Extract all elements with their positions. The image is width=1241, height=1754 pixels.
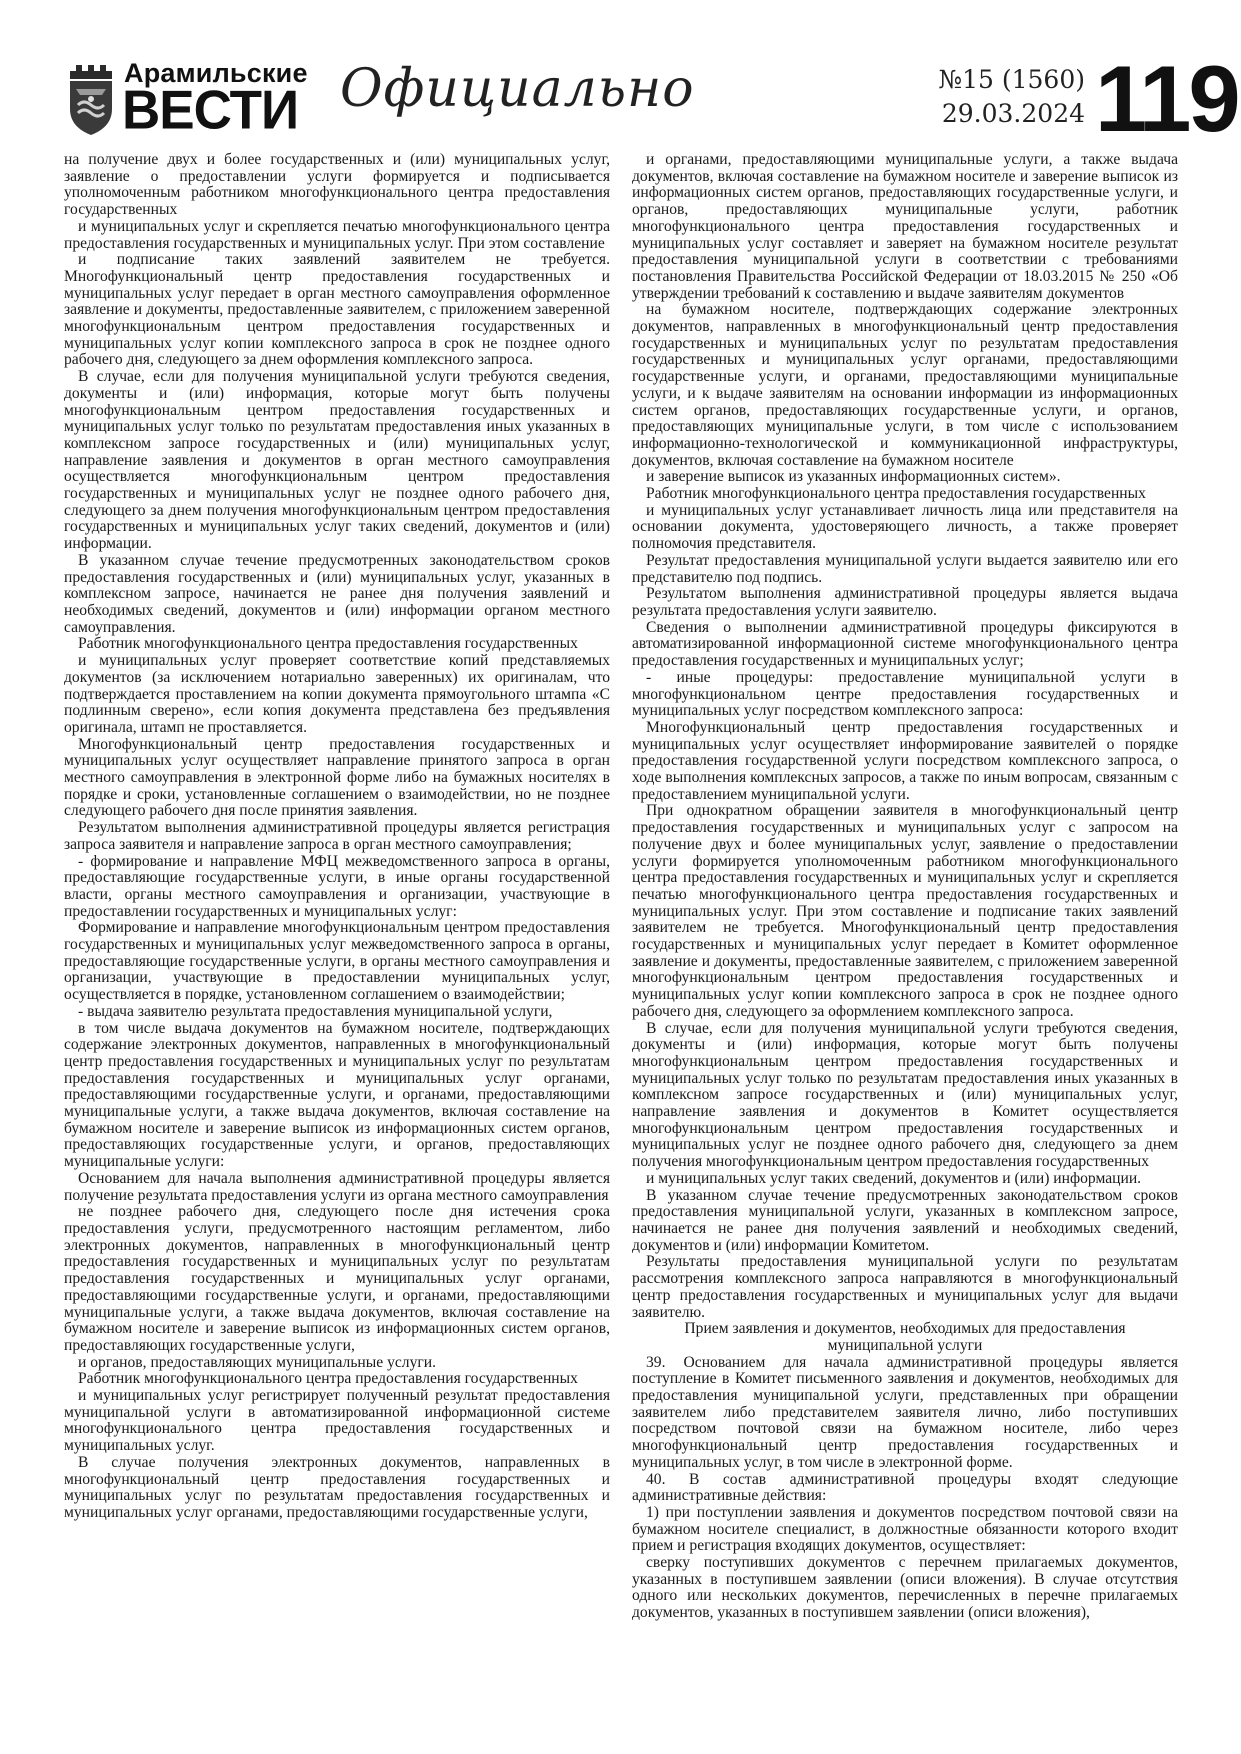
paragraph: Сведения о выполнении административной процедуры фиксируются в автоматизированной информационной системе многофункционального центра предоставления государственных и муниципальных услуг; [632, 618, 1178, 670]
paragraph: Результаты предоставления муниципальной услуги по результатам рассмотрения комплексного запроса направляются в многофункциональный центр предоставления государственных и муниципальных услуг для выдачи заявителю. [632, 1253, 1178, 1321]
section-heading: Прием заявления и документов, необходимых для предоставления муниципальной услуги [684, 1320, 1126, 1354]
section-title: Официально [340, 59, 695, 119]
paragraph: Многофункциональный центр предоставления государственных и муниципальных услуг осуществляет информирование заявителей о порядке предоставления государственной услуги посредством комплексного запроса, о ходе выполнения комплексных запросов, а также по иным вопросам, связанным с предоставлением муниципальной услуги. [632, 718, 1178, 803]
paragraph: Основанием для начала выполнения административной процедуры является получение результата предоставления услуги из органа местного самоуправления [64, 1169, 610, 1204]
paragraph: В случае получения электронных документов, направленных в многофункциональный центр предоставления государственных и муниципальных услуг по результатам предоставления государственных и муниципальных услуг органами, предоставляющими государственные услуги, [64, 1453, 610, 1521]
paragraph: и заверение выписок из указанных информационных систем». [646, 468, 1061, 486]
logo-top-text: Арамильские [124, 58, 308, 88]
paragraph: в том числе выдача документов на бумажном носителе, подтверждающих содержание электронных документов, направленных в многофункциональный центр предоставления государственных и муниципальных услуг по результатам предоставления государственных и муниципальных услуг органами, предоставляющими государственные услуги, и органами, предоставляющими муниципальные услуги, а также выдача документов, включая составление на бумажном носителе и заверение выписок из информационных систем органов, предоставляющих государственные услуги, и органов, предоставляющих муниципальные услуги: [64, 1019, 610, 1171]
paragraph: - иные процедуры: предоставление муниципальной услуги в многофункциональном центре предоставления государственных и муниципальных услуг посредством комплексного запроса: [632, 668, 1178, 720]
paragraph: сверку поступивших документов с перечнем прилагаемых документов, указанных в поступившем заявлении (описи вложения). В случае отсутствия одного или нескольких документов, перечисленных в перечне прилагаемых документов, указанных в поступившем заявлении (описи вложения), [632, 1554, 1178, 1622]
paragraph: Результатом выполнения административной процедуры является регистрация запроса заявителя и направление запроса в орган местного самоуправления; [64, 819, 610, 853]
paragraph: 40. В состав административной процедуры входят следующие административные действия: [632, 1470, 1178, 1505]
paragraph: Формирование и направление многофункциональным центром предоставления государственных и муниципальных услуг межведомственного запроса в органы, предоставляющие государственные услуги, в органы местного самоуправления и организации, участвующие в предоставлении муниципальных услуг, осуществляется в порядке, установленном соглашением о взаимодействии; [64, 919, 610, 1004]
paragraph: В указанном случае течение предусмотренных законодательством сроков предоставления государственных и (или) муниципальных услуг, указанных в комплексном запросе, начинается не ранее дня получения заявлений и необходимых сведений, документов и (или) информации органом местного самоуправления. [64, 551, 610, 636]
page-header [60, 46, 1238, 151]
logo-main-text: ВЕСТИ [122, 80, 299, 141]
paragraph: Многофункциональный центр предоставления государственных и муниципальных услуг осуществляет направление принятого запроса в орган местного самоуправления в электронной форме либо на бумажных носителях в порядке и сроки, установленные соглашением о взаимодействии, но не позднее следующего рабочего дня после принятия заявления. [64, 735, 610, 820]
paragraph: и органов, предоставляющих муниципальные услуги. [78, 1353, 437, 1371]
paragraph: - формирование и направление МФЦ межведомственного запроса в органы, предоставляющие государственные услуги, в иные органы государственной власти, органы местного самоуправления и организации, участвующие в предоставлении государственных и муниципальных услуг: [64, 852, 610, 920]
issue-number: №15 (1560) [938, 65, 1085, 94]
city-crest-icon [66, 61, 116, 137]
paragraph: и муниципальных услуг устанавливает личность лица или представителя на основании документа, удостоверяющего личность, а также проверяет полномочия представителя. [632, 501, 1178, 553]
paragraph: не позднее рабочего дня, следующего после дня истечения срока предоставления услуги, предусмотренного настоящим регламентом, либо электронных документов, направленных в многофункциональный центр предоставления государственных и муниципальных услуг по результатам предоставления государственных и муниципальных услуг органами, предоставляющими государственные услуги, и органами, предоставляющими муниципальные услуги, а также выдача документов, включая составление на бумажном носителе и заверение выписок из информационных систем органов, предоставляющих государственные услуги, [64, 1203, 610, 1354]
paragraph: на получение двух и более государственных и (или) муниципальных услуг, заявление о предоставлении услуги формируется и подписывается уполномоченным работником многофункционального центра предоставления государственных [64, 151, 610, 219]
paragraph: и муниципальных услуг и скрепляется печатью многофункционального центра предоставления государственных и муниципальных услуг. При этом составление [64, 217, 610, 252]
paragraph: Работник многофункционального центра предоставления государственных [78, 1370, 578, 1388]
page-number: 119 [1095, 46, 1238, 151]
paragraph: на бумажном носителе, подтверждающих содержание электронных документов, направленных в многофункциональный центр предоставления государственных и муниципальных услуг по результатам предоставления государственных и муниципальных услуг органами, предоставляющими государственные услуги, и органами, предоставляющими муниципальные услуги, и к выдаче заявителям на основании информации из информационных систем органов, предоставляющих государственные услуги, и органов, предоставляющих муниципальные услуги, в том числе с использованием информационно-технологической и коммуникационной инфраструктуры, документов, включая составление на бумажном носителе [632, 301, 1178, 469]
paragraph: В случае, если для получения муниципальной услуги требуются сведения, документы и (или) информация, которые могут быть получены многофункциональным центром предоставления государственных и муниципальных услуг только по результатам предоставления иных указанных в комплексном запросе государственных и (или) муниципальных услуг, направление заявления и документов в Комитет осуществляется многофункциональным центром предоставления государственных и муниципальных услуг не позднее одного рабочего дня, следующего за днем получения многофункциональным центром предоставления государственных [632, 1019, 1178, 1171]
paragraph: Результатом выполнения административной процедуры является выдача результата предоставления услуги заявителю. [632, 585, 1178, 619]
paragraph: - выдача заявителю результата предоставления муниципальной услуги, [78, 1002, 553, 1020]
paragraph: 39. Основанием для начала административной процедуры является поступление в Комитет письменного заявления и документов, необходимых для предоставления муниципальной услуги, представленных при обращении заявителем либо представителем заявителя лично, либо поступивших посредством почтовой связи на бумажном носителе, либо через многофункциональный центр предоставления государственных и муниципальных услуг, в том числе в электронной форме. [632, 1353, 1178, 1471]
paragraph: В указанном случае течение предусмотренных законодательством сроков предоставления муниципальной услуги, указанных в комплексном запросе, начинается не ранее дня получения заявлений и необходимых сведений, документов и (или) информации Комитетом. [632, 1186, 1178, 1254]
paragraph: и подписание таких заявлений заявителем не требуется. Многофункциональный центр предоставления государственных и муниципальных услуг передает в орган местного самоуправления оформленное заявление и документы, предоставленные заявителем, с приложением заверенной многофункциональным центром предоставления государственных и муниципальных услуг копии комплексного запроса в срок не позднее одного рабочего дня, следующего за днем оформления комплексного запроса. [64, 251, 610, 369]
paragraph: В случае, если для получения муниципальной услуги требуются сведения, документы и (или) информация, которые могут быть получены многофункциональным центром предоставления государственных и муниципальных услуг только по результатам предоставления иных указанных в комплексном запросе государственных и (или) муниципальных услуг, направление заявления и документов в орган местного самоуправления осуществляется многофункциональным центром предоставления государственных и муниципальных услуг не позднее одного рабочего дня, следующего за днем получения многофункциональным центром предоставления государственных и муниципальных услуг таких сведений, документов и (или) информации. [64, 368, 610, 553]
paragraph: Работник многофункционального центра предоставления государственных [78, 635, 578, 653]
paragraph: 1) при поступлении заявления и документов посредством почтовой связи на бумажном носителе специалист, в должностные обязанности которого входит прием и регистрация входящих документов, осуществляет: [632, 1503, 1178, 1555]
paragraph: Работник многофункционального центра предоставления государственных [646, 485, 1146, 503]
right-column [632, 152, 1178, 1622]
paragraph: При однократном обращении заявителя в многофункциональный центр предоставления государственных и муниципальных услуг с запросом на получение двух и более муниципальных услуг, заявление о предоставлении услуги формируется уполномоченным работником многофункционального центра предоставления государственных и муниципальных услуг и скрепляется печатью многофункционального центра предоставления государственных и муниципальных услуг. При этом составление и подписание таких заявлений заявителем не требуется. Многофункциональный центр предоставления государственных и муниципальных услуг передает в Комитет оформленное заявление и документы, предоставленные заявителем, с приложением заверенной многофункциональным центром предоставления государственных и муниципальных услуг копии комплексного запроса в срок не позднее одного рабочего дня, следующего за оформлением комплексного запроса. [632, 802, 1178, 1020]
paragraph: и муниципальных услуг таких сведений, документов и (или) информации. [646, 1169, 1142, 1187]
paragraph: и органами, предоставляющими муниципальные услуги, а также выдача документов, включая составление на бумажном носителе и заверение выписок из информационных систем органов, предоставляющих государственные услуги, и органов, предоставляющих муниципальные услуги, работник многофункционального центра предоставления государственных и муниципальных услуг составляет и заверяет на бумажном носителе результат предоставления муниципальной услуги в соответствии с требованиями постановления Правительства Российской Федерации от 18.03.2015 № 250 «Об утверждении требований к составлению и выдаче заявителям документов [632, 151, 1178, 302]
paragraph: и муниципальных услуг регистрирует полученный результат предоставления муниципальной услуги в автоматизированной информационной системе многофункционального центра предоставления государственных и муниципальных услуг. [64, 1387, 610, 1455]
issue-date: 29.03.2024 [941, 99, 1085, 128]
paragraph: Результат предоставления муниципальной услуги выдается заявителю или его представителю под подпись. [632, 551, 1178, 586]
left-column [64, 152, 610, 1522]
paragraph: и муниципальных услуг проверяет соответствие копий представляемых документов (за исключением нотариально заверенных) их оригиналам, что подтверждается проставлением на копии документа прямоугольного штампа «С подлинным сверено», если копия документа представлена без предъявления оригинала, штамп не проставляется. [64, 652, 610, 736]
